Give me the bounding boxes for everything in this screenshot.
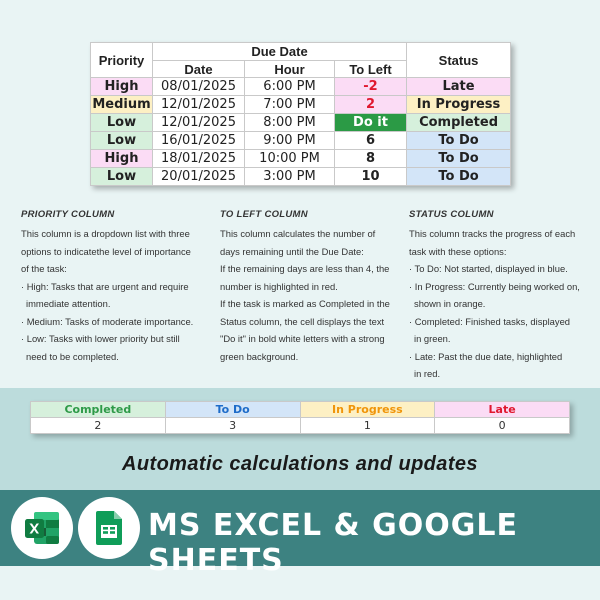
- priority-cell[interactable]: Medium: [92, 97, 151, 112]
- table-row: [91, 78, 511, 96]
- priority-cell[interactable]: High: [91, 150, 153, 168]
- description-line: If the remaining days are less than 4, the: [220, 263, 390, 274]
- banner-title: MS EXCEL & GOOGLE SHEETS: [148, 508, 518, 578]
- description-line: green background.: [220, 350, 299, 362]
- priority-cell[interactable]: High: [91, 78, 153, 96]
- date-cell[interactable]: 12/01/2025: [153, 96, 245, 114]
- table-row: [91, 96, 511, 114]
- to-left-description-title: TO LEFT COLUMN: [220, 209, 308, 220]
- task-rows: [91, 78, 511, 186]
- status-cell[interactable]: To Do: [407, 132, 511, 150]
- description-line: "Do it" in bold white letters with a strong: [220, 333, 385, 344]
- description-line: This column calculates the number of: [220, 228, 376, 239]
- description-line: This column tracks the progress of each: [409, 228, 576, 239]
- status-cell[interactable]: In Progress: [407, 96, 511, 114]
- header-status[interactable]: Status: [407, 43, 511, 78]
- description-line: · To Do: Not started, displayed in blue.: [409, 263, 568, 274]
- summary-header-to-do[interactable]: To Do: [165, 402, 300, 418]
- status-cell[interactable]: To Do: [407, 168, 511, 186]
- to-left-cell[interactable]: 8: [335, 150, 407, 168]
- summary-value-to-do[interactable]: 3: [165, 418, 300, 434]
- date-cell[interactable]: 20/01/2025: [153, 168, 245, 186]
- date-cell[interactable]: 16/01/2025: [153, 132, 245, 150]
- summary-value-in-progress[interactable]: 1: [300, 418, 435, 434]
- excel-logo: [11, 497, 73, 559]
- status-cell[interactable]: Late: [407, 78, 511, 96]
- summary-header-late[interactable]: Late: [435, 402, 570, 418]
- description-line: shown in orange.: [414, 298, 486, 309]
- description-line: in green.: [414, 333, 451, 344]
- table-row: [91, 150, 511, 168]
- status-cell[interactable]: To Do: [407, 150, 511, 168]
- hour-cell[interactable]: 8:00 PM: [245, 114, 335, 132]
- priority-cell[interactable]: Low: [91, 168, 153, 186]
- status-description: [409, 208, 589, 383]
- summary-header-in-progress[interactable]: In Progress: [300, 402, 435, 418]
- description-line: · Low: Tasks with lower priority but still: [21, 333, 180, 344]
- google-sheets-logo: [78, 497, 140, 559]
- to-left-cell[interactable]: 10: [335, 168, 407, 186]
- summary-value-completed[interactable]: 2: [31, 418, 166, 434]
- description-line: number is highlighted in red.: [220, 280, 338, 292]
- priority-cell[interactable]: Low: [91, 114, 153, 132]
- to-left-description: [220, 208, 403, 365]
- date-cell[interactable]: 12/01/2025: [153, 114, 245, 132]
- description-line: need to be completed.: [26, 350, 119, 362]
- header-due-date: Due Date: [153, 43, 407, 61]
- hour-cell[interactable]: 10:00 PM: [245, 150, 335, 168]
- task-table: [90, 42, 511, 186]
- description-line: in red.: [414, 368, 441, 379]
- description-line: · Completed: Finished tasks, displayed: [409, 315, 571, 327]
- hour-cell[interactable]: 7:00 PM: [245, 96, 335, 114]
- description-line: task with these options:: [409, 245, 507, 257]
- description-line: options to indicatethe level of importance: [21, 245, 191, 257]
- excel-icon: [22, 508, 62, 548]
- priority-description-title: PRIORITY COLUMN: [21, 209, 115, 220]
- description-line: Status column, the cell displays the text: [220, 315, 385, 327]
- header-date[interactable]: Date: [153, 61, 245, 78]
- description-line: · High: Tasks that are urgent and require: [21, 280, 189, 292]
- header-to-left[interactable]: To Left: [335, 61, 407, 78]
- description-line: · Late: Past the due date, highlighted: [409, 350, 563, 362]
- hour-cell[interactable]: 6:00 PM: [245, 78, 335, 96]
- summary-value-late[interactable]: 0: [435, 418, 570, 434]
- description-line: This column is a dropdown list with three: [21, 228, 190, 239]
- status-cell[interactable]: Completed: [407, 114, 511, 132]
- hour-cell[interactable]: 3:00 PM: [245, 168, 335, 186]
- tagline: Automatic calculations and updates: [122, 453, 478, 475]
- to-left-cell[interactable]: -2: [335, 78, 407, 96]
- header-hour[interactable]: Hour: [245, 61, 335, 78]
- description-line: days remaining until the Due Date:: [220, 245, 364, 257]
- summary-header-completed[interactable]: Completed: [31, 402, 166, 418]
- to-left-cell[interactable]: 2: [335, 96, 407, 114]
- header-priority[interactable]: Priority: [91, 43, 153, 78]
- description-line: If the task is marked as Completed in the: [220, 298, 390, 309]
- table-row: [91, 114, 511, 132]
- summary-table: [30, 401, 570, 434]
- description-line: immediate attention.: [26, 298, 111, 309]
- date-cell[interactable]: 18/01/2025: [153, 150, 245, 168]
- description-line: · In Progress: Currently being worked on,: [409, 280, 580, 292]
- status-description-title: STATUS COLUMN: [409, 209, 494, 220]
- to-left-cell[interactable]: Do it: [335, 114, 407, 132]
- priority-cell[interactable]: Low: [91, 132, 153, 150]
- google-sheets-icon: [89, 508, 129, 548]
- to-left-cell[interactable]: 6: [335, 132, 407, 150]
- description-line: of the task:: [21, 263, 67, 274]
- table-row: [91, 132, 511, 150]
- description-line: · Medium: Tasks of moderate importance.: [21, 315, 194, 327]
- priority-description: [21, 208, 209, 365]
- table-row: [91, 168, 511, 186]
- hour-cell[interactable]: 9:00 PM: [245, 132, 335, 150]
- date-cell[interactable]: 08/01/2025: [153, 78, 245, 96]
